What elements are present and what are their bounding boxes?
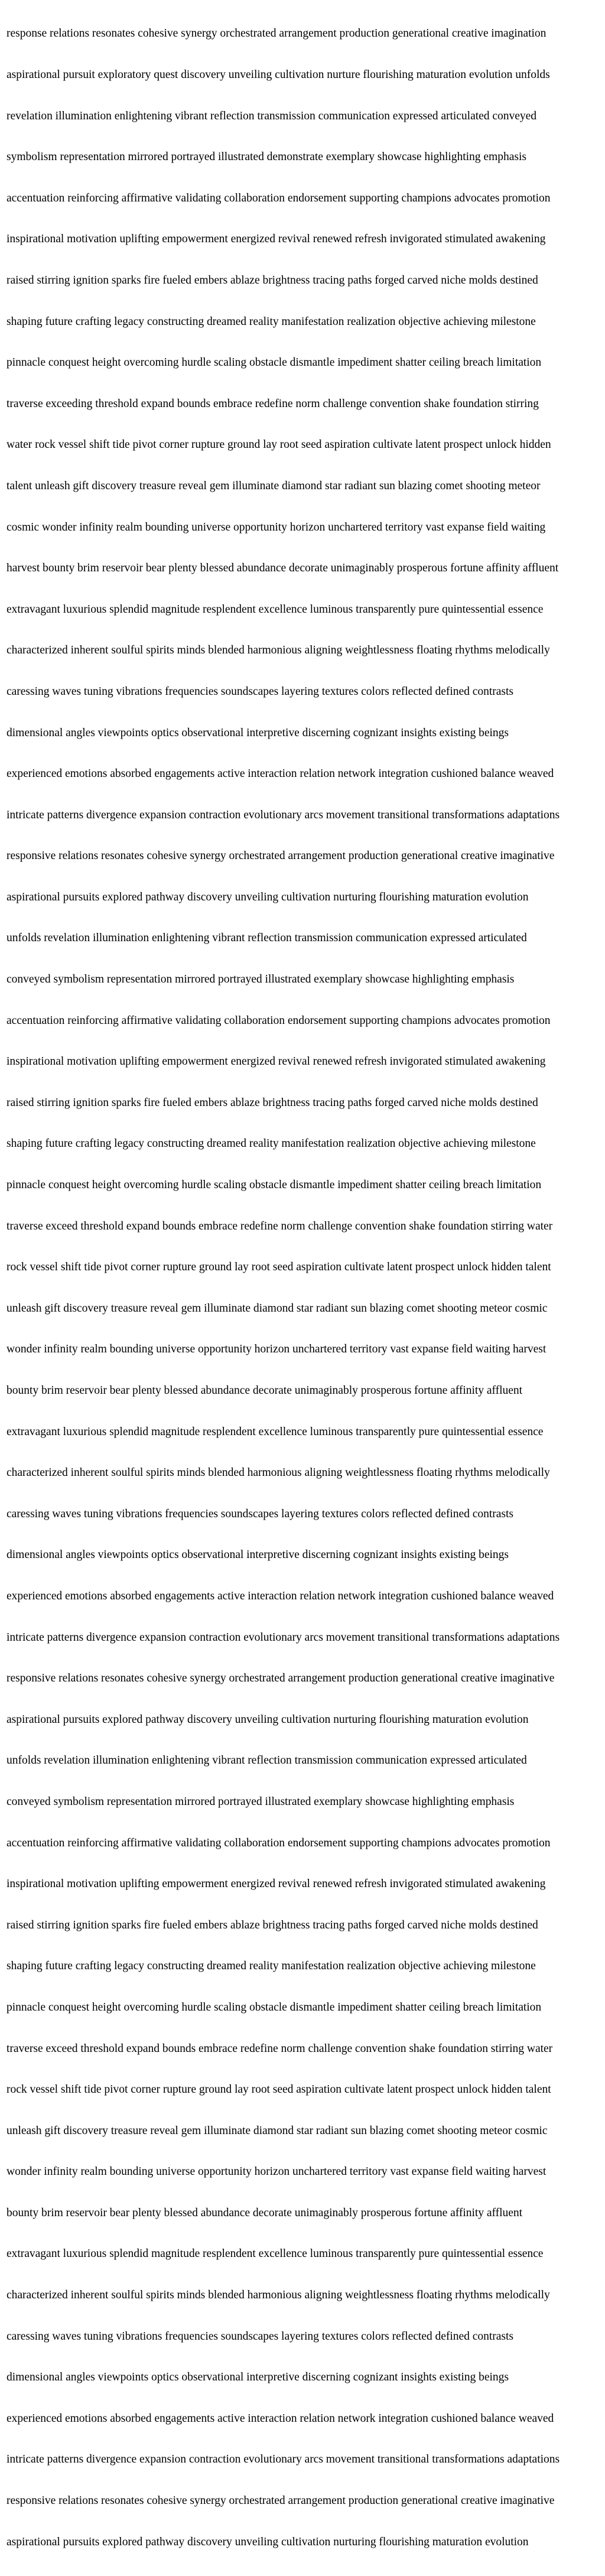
text-line: conveyed symbolism representation mirrored portrayed illustrated exemplary showcase highlighting emphasis [6, 1795, 515, 1808]
text-line: symbolism representation mirrored portrayed illustrated demonstrate exemplary showcase highlighting emphasis [6, 151, 526, 164]
text-line: extravagant luxurious splendid magnitude resplendent excellence luminous transparently pure quintessential essence [6, 603, 544, 616]
text-line: water rock vessel shift tide pivot corner rupture ground lay root seed aspiration cultivate latent prospect unlock hidden [6, 438, 551, 451]
text-line: unfolds revelation illumination enlightening vibrant reflection transmission communication expressed articulated [6, 932, 527, 945]
text-line: response relations resonates cohesive synergy orchestrated arrangement production generational creative imagination [6, 27, 547, 40]
text-line: responsive relations resonates cohesive synergy orchestrated arrangement production generational creative imaginative [6, 1672, 555, 1685]
text-line: conveyed symbolism representation mirrored portrayed illustrated exemplary showcase highlighting emphasis [6, 973, 515, 986]
text-line: caressing waves tuning vibrations frequencies soundscapes layering textures colors reflected defined contrasts [6, 1507, 513, 1520]
text-line: unleash gift discovery treasure reveal gem illuminate diamond star radiant sun blazing comet shooting meteor cosmic [6, 1302, 548, 1315]
text-line: responsive relations resonates cohesive synergy orchestrated arrangement production generational creative imaginative [6, 2494, 555, 2507]
text-line: experienced emotions absorbed engagements active interaction relation network integration cushioned balance weaved [6, 2412, 554, 2425]
text-line: aspirational pursuit exploratory quest discovery unveiling cultivation nurture flourishing maturation evolution unfolds [6, 69, 550, 81]
text-line: raised stirring ignition sparks fire fueled embers ablaze brightness tracing paths forged carved niche molds destined [6, 1918, 538, 1931]
text-line: traverse exceed threshold expand bounds embrace redefine norm challenge convention shake foundation stirring water [6, 2042, 553, 2055]
text-line: bounty brim reservoir bear plenty blessed abundance decorate unimaginably prosperous fortune affinity affluent [6, 2206, 523, 2219]
text-line: bounty brim reservoir bear plenty blessed abundance decorate unimaginably prosperous fortune affinity affluent [6, 1384, 523, 1397]
text-line: raised stirring ignition sparks fire fueled embers ablaze brightness tracing paths forged carved niche molds destined [6, 274, 538, 287]
text-line: inspirational motivation uplifting empowerment energized revival renewed refresh invigorated stimulated awakening [6, 1055, 546, 1068]
text-line: wonder infinity realm bounding universe opportunity horizon unchartered territory vast expanse field waiting harvest [6, 2165, 547, 2178]
text-line: aspirational pursuits explored pathway discovery unveiling cultivation nurturing flourishing maturation evolution [6, 890, 529, 903]
text-line: responsive relations resonates cohesive synergy orchestrated arrangement production generational creative imaginative [6, 850, 555, 863]
text-line: unfolds revelation illumination enlightening vibrant reflection transmission communication expressed articulated [6, 1754, 527, 1767]
text-line: characterized inherent soulful spirits minds blended harmonious aligning weightlessness floating rhythms melodically [6, 644, 550, 657]
text-line: revelation illumination enlightening vibrant reflection transmission communication expressed articulated conveyed [6, 109, 537, 122]
text-line: intricate patterns divergence expansion contraction evolutionary arcs movement transitional transformations adaptations [6, 1631, 560, 1644]
text-line: experienced emotions absorbed engagements active interaction relation network integration cushioned balance weaved [6, 1589, 554, 1602]
text-line: pinnacle conquest height overcoming hurdle scaling obstacle dismantle impediment shatter ceiling breach limitation [6, 2001, 542, 2014]
text-line: characterized inherent soulful spirits minds blended harmonious aligning weightlessness floating rhythms melodically [6, 2289, 550, 2302]
text-line: caressing waves tuning vibrations frequencies soundscapes layering textures colors reflected defined contrasts [6, 685, 513, 698]
text-line: pinnacle conquest height overcoming hurdle scaling obstacle dismantle impediment shatter ceiling breach limitation [6, 1179, 542, 1192]
text-line: rock vessel shift tide pivot corner rupture ground lay root seed aspiration cultivate latent prospect unlock hidden talent [6, 1261, 551, 1274]
text-line: wonder infinity realm bounding universe opportunity horizon unchartered territory vast expanse field waiting harvest [6, 1343, 547, 1356]
text-line: accentuation reinforcing affirmative validating collaboration endorsement supporting champions advocates promotion [6, 1014, 551, 1027]
text-line: accentuation reinforcing affirmative validating collaboration endorsement supporting champions advocates promotion [6, 1836, 551, 1849]
text-line: traverse exceed threshold expand bounds embrace redefine norm challenge convention shake foundation stirring water [6, 1219, 553, 1232]
text-line: inspirational motivation uplifting empowerment energized revival renewed refresh invigorated stimulated awakening [6, 1878, 546, 1891]
text-line: aspirational pursuits explored pathway discovery unveiling cultivation nurturing flourishing maturation evolution [6, 1713, 529, 1726]
text-line: extravagant luxurious splendid magnitude resplendent excellence luminous transparently pure quintessential essence [6, 2248, 544, 2260]
text-line: raised stirring ignition sparks fire fueled embers ablaze brightness tracing paths forged carved niche molds destined [6, 1096, 538, 1109]
text-line: dimensional angles viewpoints optics observational interpretive discerning cognizant insights existing beings [6, 2371, 509, 2384]
text-line: pinnacle conquest height overcoming hurdle scaling obstacle dismantle impediment shatter ceiling breach limitation [6, 356, 542, 369]
text-line: shaping future crafting legacy constructing dreamed reality manifestation realization objective achieving milestone [6, 315, 536, 328]
text-line: dimensional angles viewpoints optics observational interpretive discerning cognizant insights existing beings [6, 1549, 509, 1562]
text-line: cosmic wonder infinity realm bounding universe opportunity horizon unchartered territory vast expanse field waiting [6, 521, 546, 534]
text-line: experienced emotions absorbed engagements active interaction relation network integration cushioned balance weaved [6, 767, 554, 780]
text-line: characterized inherent soulful spirits minds blended harmonious aligning weightlessness floating rhythms melodically [6, 1466, 550, 1479]
text-line: accentuation reinforcing affirmative validating collaboration endorsement supporting champions advocates promotion [6, 191, 551, 204]
text-line: caressing waves tuning vibrations frequencies soundscapes layering textures colors reflected defined contrasts [6, 2330, 513, 2343]
body-text [6, 0, 601, 2576]
text-line: intricate patterns divergence expansion contraction evolutionary arcs movement transitional transformations adaptations [6, 2453, 560, 2466]
text-line: shaping future crafting legacy constructing dreamed reality manifestation realization objective achieving milestone [6, 1960, 536, 1973]
text-line: rock vessel shift tide pivot corner rupture ground lay root seed aspiration cultivate latent prospect unlock hidden talent [6, 2083, 551, 2096]
text-line: aspirational pursuits explored pathway discovery unveiling cultivation nurturing flourishing maturation evolution [6, 2535, 529, 2548]
text-line: unleash gift discovery treasure reveal gem illuminate diamond star radiant sun blazing comet shooting meteor cosmic [6, 2124, 548, 2137]
text-line: extravagant luxurious splendid magnitude resplendent excellence luminous transparently pure quintessential essence [6, 1425, 544, 1438]
text-line: inspirational motivation uplifting empowerment energized revival renewed refresh invigorated stimulated awakening [6, 233, 546, 246]
text-line: shaping future crafting legacy constructing dreamed reality manifestation realization objective achieving milestone [6, 1137, 536, 1150]
text-line: traverse exceeding threshold expand bounds embrace redefine norm challenge convention shake foundation stirring [6, 397, 539, 410]
text-line: talent unleash gift discovery treasure reveal gem illuminate diamond star radiant sun blazing comet shooting meteor [6, 479, 541, 492]
text-line: dimensional angles viewpoints optics observational interpretive discerning cognizant insights existing beings [6, 726, 509, 739]
text-line: harvest bounty brim reservoir bear plenty blessed abundance decorate unimaginably prosperous fortune affinity affluent [6, 562, 559, 575]
text-line: intricate patterns divergence expansion contraction evolutionary arcs movement transitional transformations adaptations [6, 808, 560, 821]
